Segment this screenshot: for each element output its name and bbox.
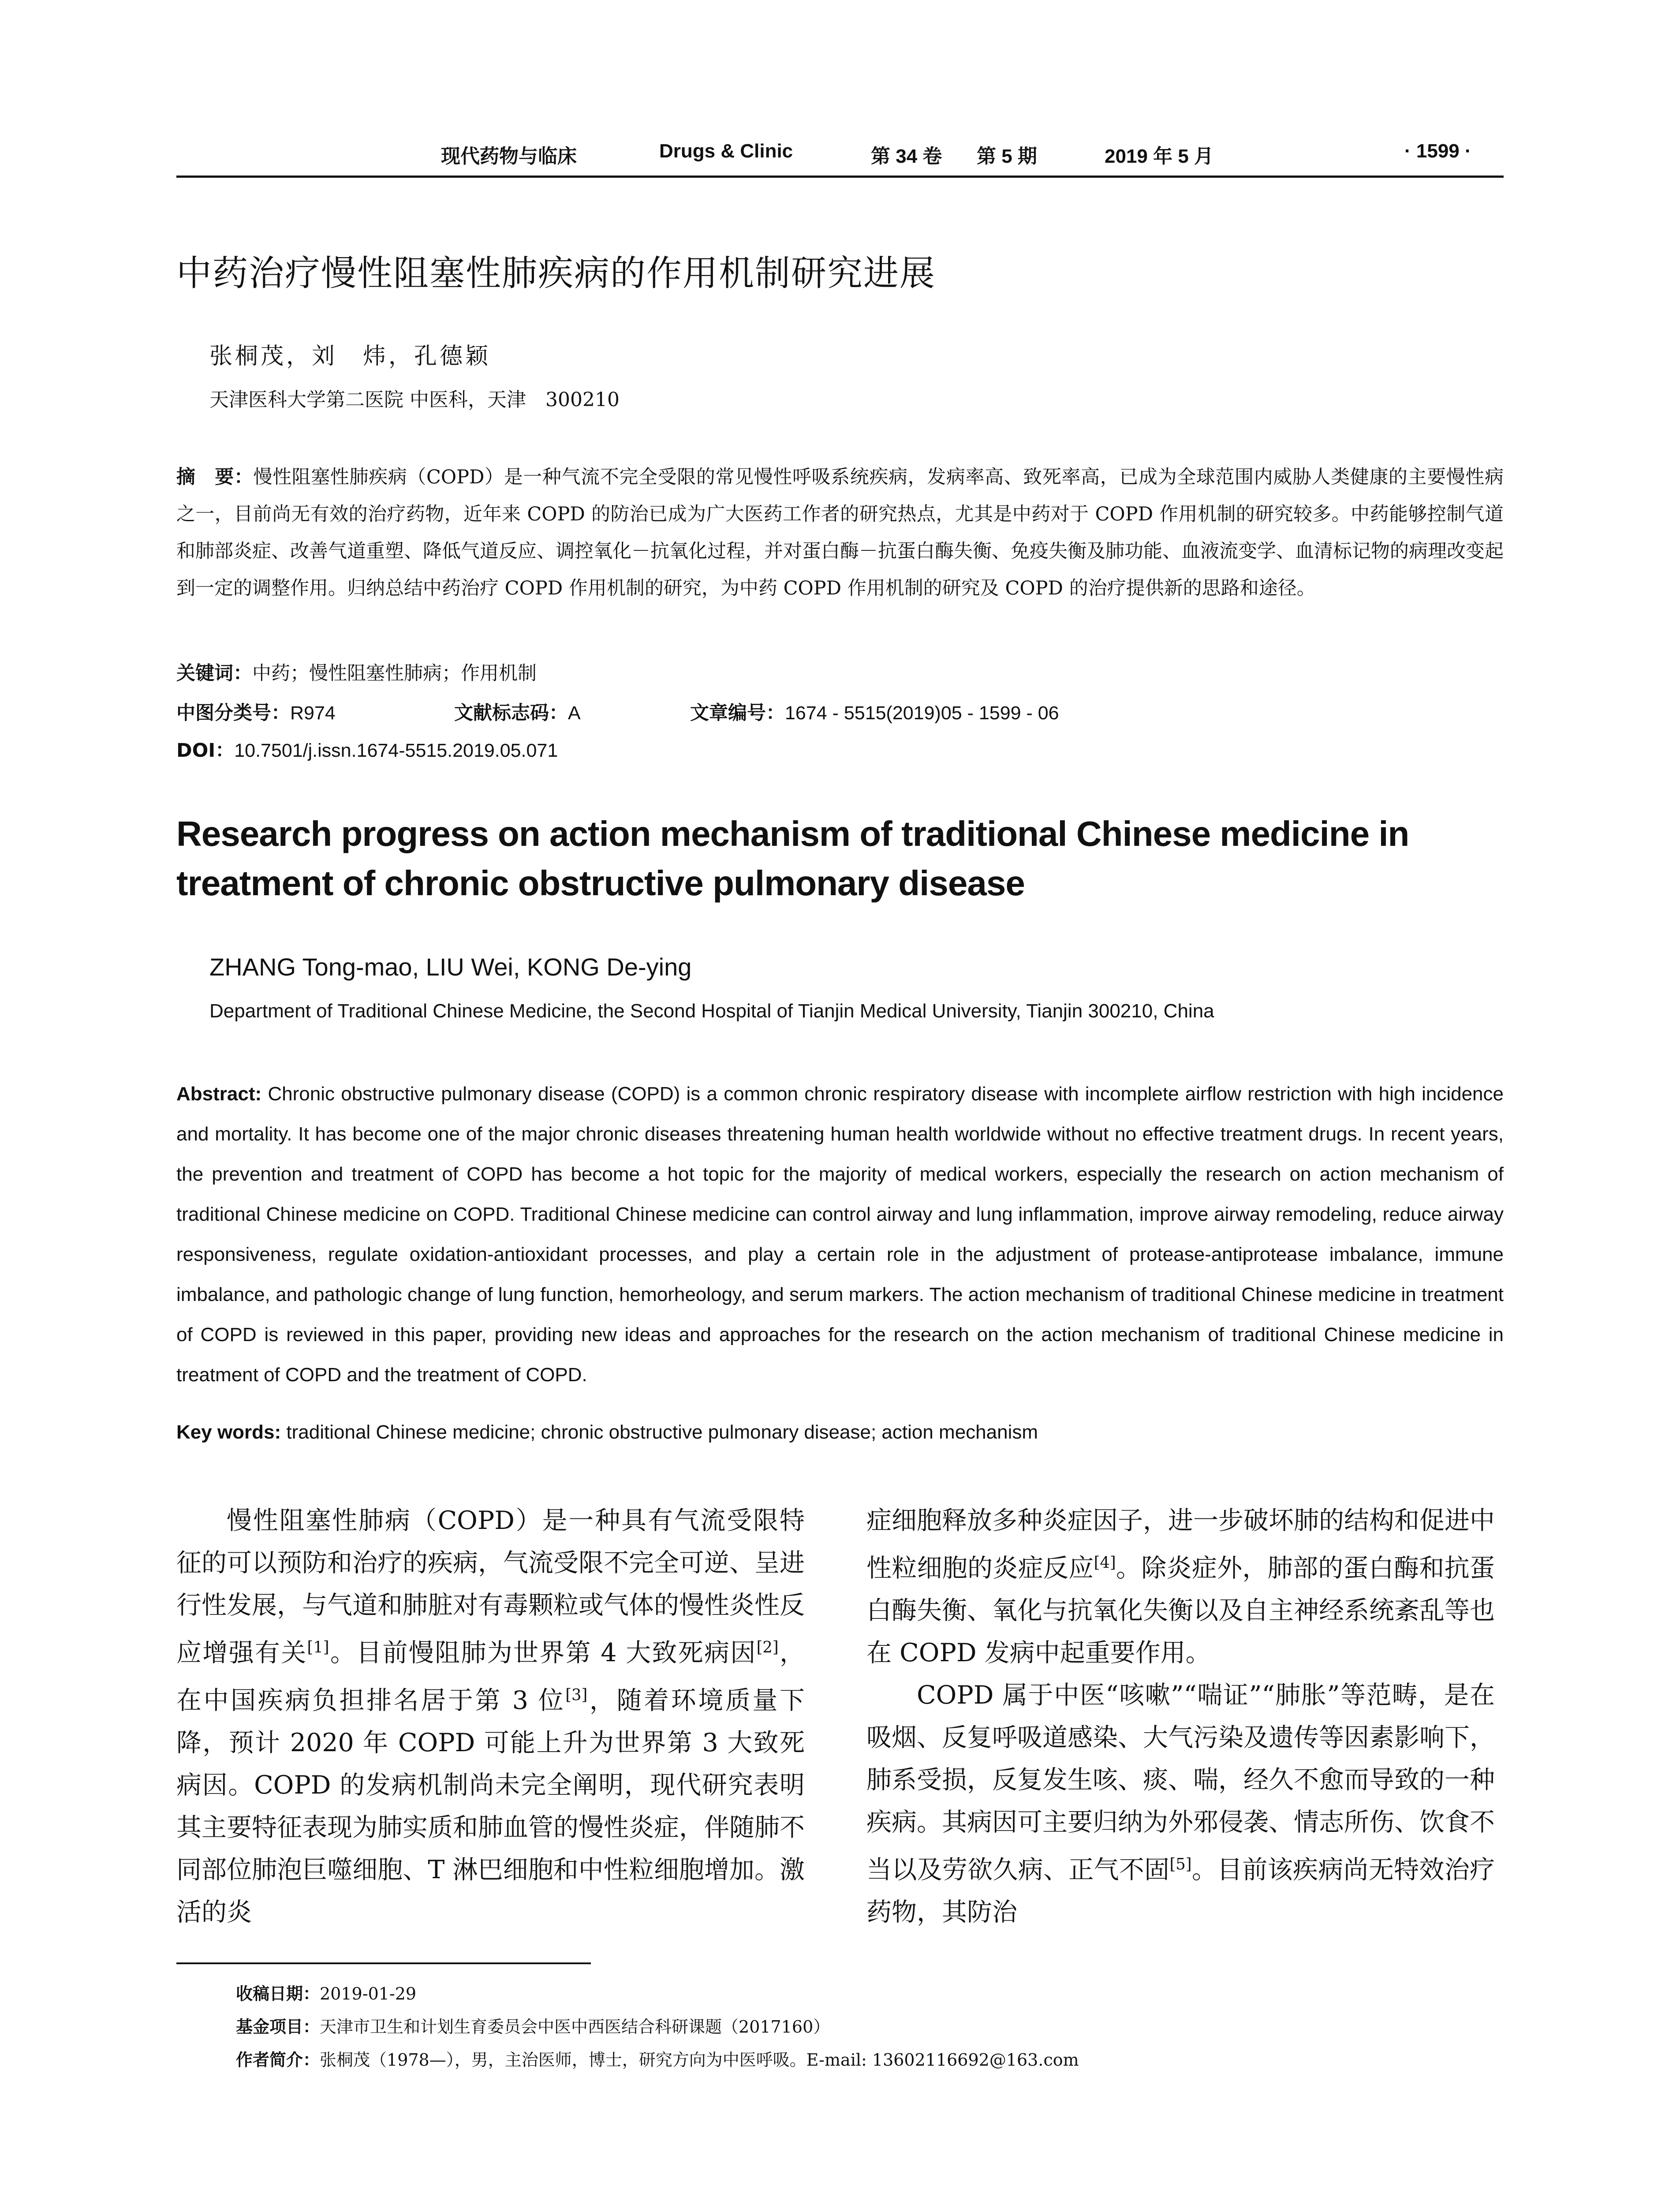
doc-code-label: 文献标志码：	[454, 702, 568, 724]
abstract-cn-label: 摘 要：	[176, 466, 254, 488]
body-text: 症细胞释放多种炎症因子，进一步破坏肺的结构和促进中性粒细胞的炎症反应	[866, 1506, 1495, 1583]
body-paragraph	[866, 1499, 1495, 1674]
doi-value: 10.7501/j.issn.1674-5515.2019.05.071	[234, 740, 558, 761]
abstract-cn-text: 慢性阻塞性肺疾病（COPD）是一种气流不完全受限的常见慢性呼吸系统疾病，发病率高、致死率高，已成为全球范围内威胁人类健康的主要慢性病之一，目前尚无有效的治疗药物，近年来 COPD 的防治已成为广大医药工作者的研究热点，尤其是中药对于 COPD 作用机制的研究较多。中药能够控制气道和肺部炎症、改善气道重塑、降低气道反应、调控氧化－抗氧化过程，并对蛋白酶－抗蛋白酶失衡、免疫失衡及肺功能、血液流变学、血清标记物的病理改变起到一定的调整作用。归纳总结中药治疗 COPD 作用机制的研究，为中药 COPD 作用机制的研究及 COPD 的治疗提供新的思路和途径。	[176, 466, 1504, 599]
article-no-value: 1674 - 5515(2019)05 - 1599 - 06	[785, 703, 1059, 724]
footnote-received	[236, 1980, 416, 2004]
header-issue: 第 5 期	[977, 146, 1037, 167]
clc-label: 中图分类号：	[176, 702, 290, 724]
header-date: 2019 年 5 月	[1105, 146, 1214, 167]
title-en: Research progress on action mechanism of traditional Chinese medicine in treatment of chronic obstructive pulmonary disease	[176, 814, 1409, 903]
body-text: 。除炎症外，肺部的蛋白酶和抗蛋白酶失衡、氧化与抗氧化失衡以及自主神经系统紊乱等也在 COPD 发病中起重要作用。	[866, 1554, 1495, 1667]
citation-ref: [1]	[307, 1638, 329, 1656]
affiliation-cn: 天津医科大学第二医院 中医科，天津 300210	[209, 389, 620, 411]
body-paragraph	[176, 1499, 805, 1933]
clc-value: R974	[290, 703, 336, 724]
footnote-received-label: 收稿日期：	[236, 1984, 320, 2003]
footnote-rule	[176, 1962, 591, 1964]
footnote-fund-value: 天津市卫生和计划生育委员会中医中西医结合科研课题（2017160）	[320, 2017, 830, 2037]
body-text: 慢性阻塞性肺病（COPD）是一种具有气流受限特征的可以预防和治疗的疾病，气流受限不完全可逆、呈进行性发展，与气道和肺脏对有毒颗粒或气体的慢性炎性反应增强有关	[176, 1506, 805, 1667]
footnote-author	[236, 2046, 1079, 2070]
header-journal-en: Drugs & Clinic	[659, 140, 793, 162]
article-no-label: 文章编号：	[690, 702, 785, 724]
citation-ref: [5]	[1169, 1855, 1192, 1873]
citation-ref: [3]	[565, 1686, 588, 1704]
keywords-cn-text: 中药；慢性阻塞性肺病；作用机制	[252, 662, 537, 684]
body-text: 。目前该疾病尚无特效治疗药物，其防治	[866, 1855, 1495, 1927]
header-rule	[176, 176, 1504, 178]
footnote-author-value: 张桐茂（1978—），男，主治医师，博士，研究方向为中医呼吸。E-mail: 13602116692@163.com	[320, 2050, 1079, 2070]
footnote-fund-label: 基金项目：	[236, 2017, 320, 2037]
body-paragraph	[866, 1674, 1495, 1933]
clc-line	[176, 698, 336, 725]
body-text: 。目前慢阻肺为世界第 4 大致死病因	[329, 1638, 757, 1667]
body-column-left	[176, 1499, 805, 1933]
body-text: COPD 属于中医“咳嗽”“喘证”“肺胀”等范畴，是在吸烟、反复呼吸道感染、大气污染及遗传等因素影响下，肺系受损，反复发生咳、痰、喘，经久不愈而导致的一种疾病。其病因可主要归纳为外邪侵袭、情志所伤、饮食不当以及劳欲久病、正气不固	[866, 1681, 1495, 1884]
authors-cn: 张桐茂，刘 炜，孔德颖	[209, 343, 491, 370]
abstract-en-label: Abstract:	[176, 1083, 262, 1105]
doc-code-line	[454, 698, 581, 725]
header-volume: 第 34 卷	[871, 146, 942, 167]
body-text: ，在中国疾病负担排名居于第 3 位	[176, 1638, 805, 1715]
authors-en: ZHANG Tong-mao, LIU Wei, KONG De-ying	[209, 953, 692, 981]
abstract-cn	[176, 459, 1504, 607]
article-no-line	[690, 698, 1059, 725]
footnote-author-label: 作者简介：	[236, 2050, 320, 2070]
citation-ref: [2]	[756, 1638, 779, 1656]
keywords-cn-label: 关键词：	[176, 662, 252, 684]
keywords-en-label: Key words:	[176, 1421, 281, 1443]
title-cn: 中药治疗慢性阻塞性肺疾病的作用机制研究进展	[176, 253, 936, 294]
affiliation-en: Department of Traditional Chinese Medicine, the Second Hospital of Tianjin Medical University, Tianjin 300210, China	[209, 1000, 1214, 1022]
citation-ref: [4]	[1094, 1554, 1116, 1572]
keywords-cn	[176, 658, 537, 685]
doc-code-value: A	[568, 703, 581, 724]
header-journal-cn: 现代药物与临床	[441, 146, 577, 167]
body-text: ，随着环境质量下降，预计 2020 年 COPD 可能上升为世界第 3 大致死病因。COPD 的发病机制尚未完全阐明，现代研究表明其主要特征表现为肺实质和肺血管的慢性炎症，伴随肺不同部位肺泡巨噬细胞、T 淋巴细胞和中性粒细胞增加。激活的炎	[176, 1686, 805, 1927]
abstract-en	[176, 1074, 1504, 1395]
header-page-number: · 1599 ·	[1404, 140, 1471, 162]
body-column-right	[866, 1499, 1495, 1933]
doi-line	[176, 736, 558, 762]
abstract-en-text: Chronic obstructive pulmonary disease (COPD) is a common chronic respiratory disease with incomplete airflow restriction with high incidence and mortality. It has become one of the major chronic diseases threatening human health worldwide without no effective treatment drugs. In recent years, the prevention and treatment of COPD has become a hot topic for the majority of medical workers, especially the research on action mechanism of traditional Chinese medicine on COPD. Traditional Chinese medicine can control airway and lung inflammation, improve airway remodeling, reduce airway responsiveness, regulate oxidation-antioxidant processes, and play a certain role in the adjustment of protease-antiprotease imbalance, immune imbalance, and pathologic change of lung function, hemorheology, and serum markers. The action mechanism of traditional Chinese medicine in treatment of COPD is reviewed in this paper, providing new ideas and approaches for the research on the action mechanism of traditional Chinese medicine in treatment of COPD and the treatment of COPD.	[176, 1083, 1504, 1386]
keywords-en-text: traditional Chinese medicine; chronic obstructive pulmonary disease; action mechanism	[286, 1421, 1038, 1443]
footnote-received-value: 2019-01-29	[320, 1984, 417, 2003]
keywords-en	[176, 1421, 1038, 1443]
doi-label: DOI：	[176, 740, 235, 762]
footnote-fund	[236, 2013, 830, 2037]
